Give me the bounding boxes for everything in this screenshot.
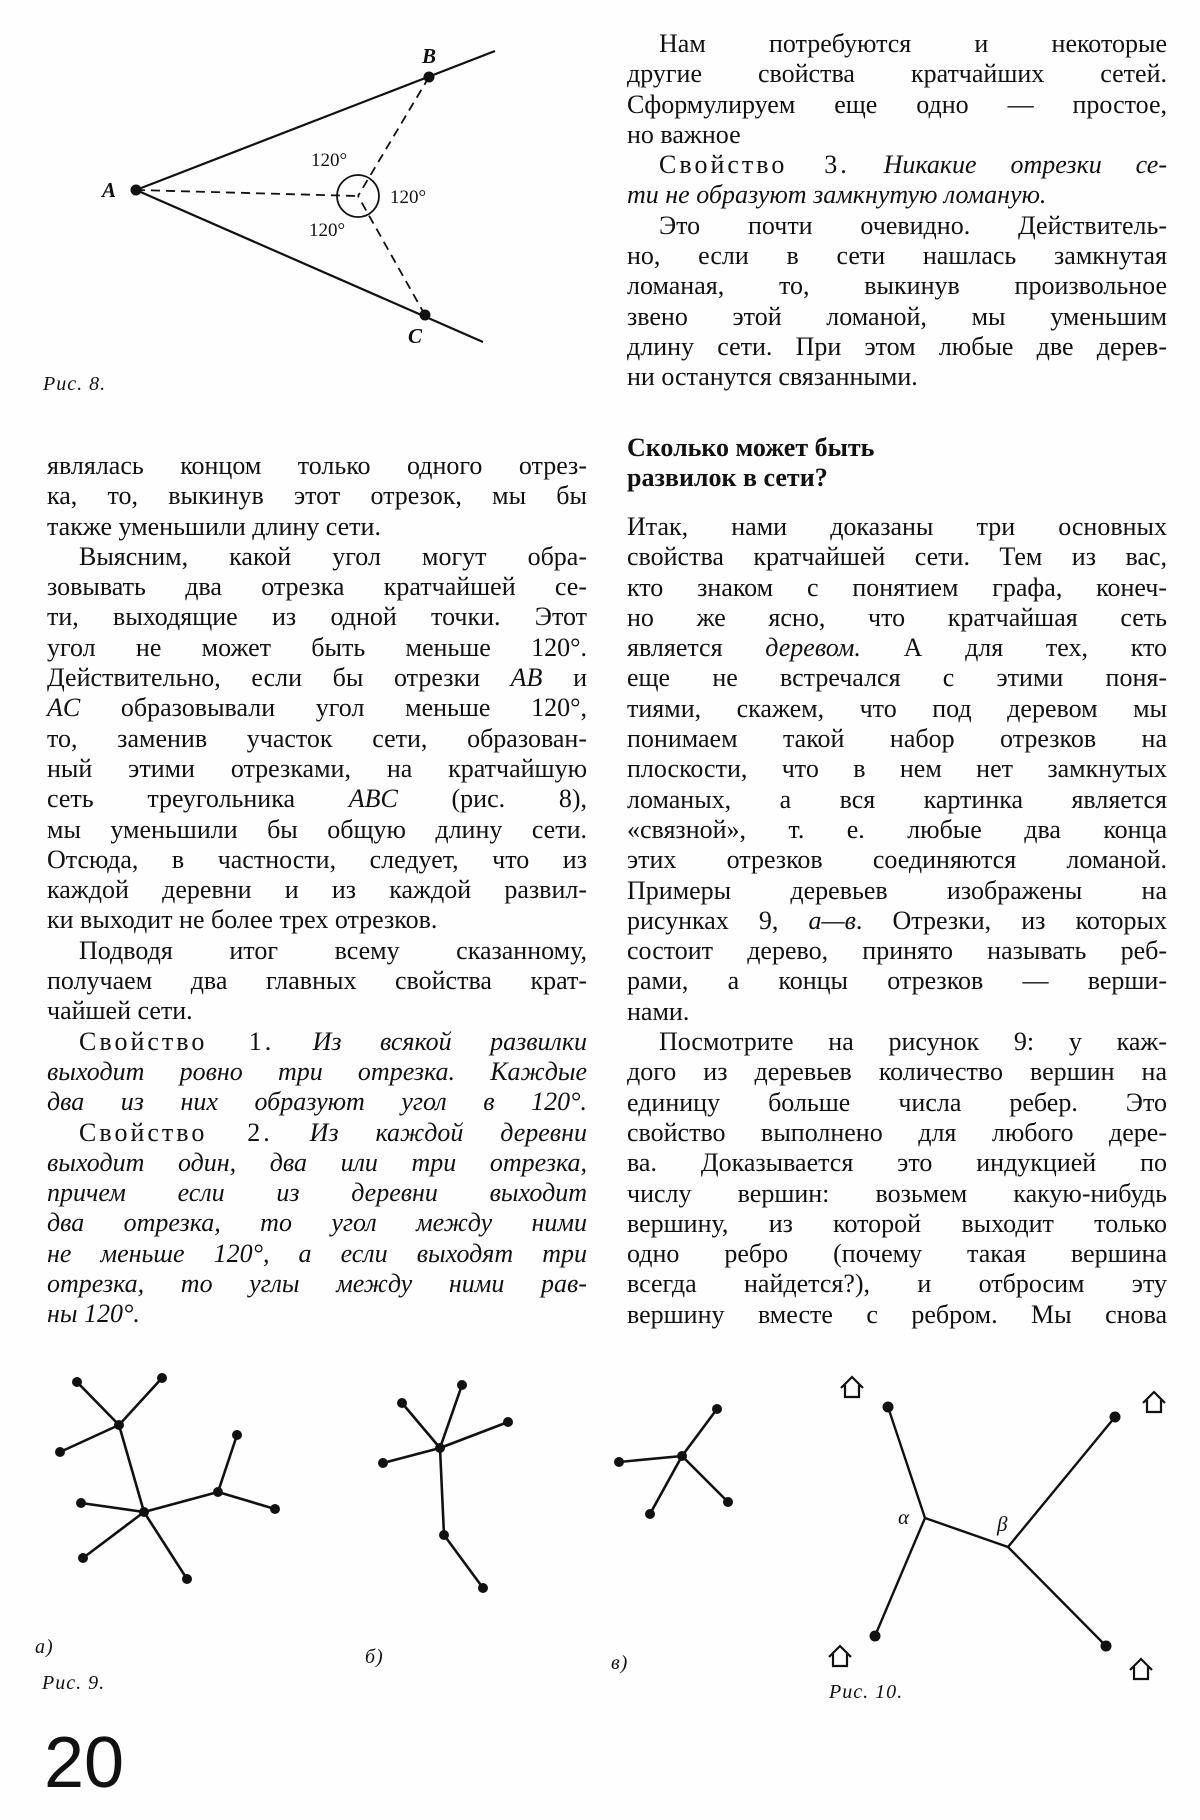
text-line bbox=[47, 996, 587, 1026]
text-line bbox=[627, 966, 1167, 996]
property-label: Свойство 2. bbox=[79, 1117, 273, 1147]
italic-run: причем если из деревни выходит bbox=[47, 1178, 587, 1208]
text-line bbox=[627, 1300, 1167, 1330]
text-line bbox=[47, 905, 587, 935]
text-line bbox=[627, 633, 1167, 663]
fig9-label-a: а) bbox=[35, 1636, 54, 1658]
fig9a-edge bbox=[218, 1435, 237, 1492]
fig9a-edge bbox=[119, 1378, 162, 1425]
text-line bbox=[47, 1118, 587, 1148]
italic-run: а—в bbox=[808, 905, 856, 935]
text-line bbox=[47, 1057, 587, 1087]
fig9b-vertex bbox=[397, 1398, 407, 1408]
fig10-caption: Рис. 10. bbox=[829, 1681, 904, 1703]
fig10-edge bbox=[875, 1518, 925, 1636]
text-line bbox=[627, 1148, 1167, 1178]
left-column-text bbox=[47, 451, 587, 1330]
italic-run: ABC bbox=[348, 784, 398, 814]
italic-run: Из всякой развилки bbox=[274, 1026, 587, 1056]
fig10-village-point bbox=[870, 1631, 881, 1642]
text-line bbox=[627, 1027, 1167, 1057]
text-line bbox=[47, 693, 587, 723]
fig8-label-b: B bbox=[422, 44, 437, 68]
text-line bbox=[47, 602, 587, 632]
fig8-dashed-as bbox=[136, 190, 358, 196]
house-icon bbox=[1130, 1659, 1152, 1679]
text-run: Это почти очевидно. Действитель- bbox=[659, 210, 1167, 240]
fig9a-edge bbox=[144, 1492, 218, 1512]
text-line bbox=[47, 754, 587, 784]
text-line bbox=[627, 815, 1167, 845]
fig8-caption: Рис. 8. bbox=[43, 373, 107, 395]
text-run: вершину вместе с ребром. Мы снова bbox=[627, 1299, 1167, 1329]
text-line bbox=[47, 572, 587, 602]
fig9a-edge bbox=[144, 1512, 187, 1579]
text-line bbox=[627, 1179, 1167, 1209]
fig8-point-a bbox=[131, 185, 142, 196]
property-label: Свойство 3. bbox=[659, 150, 850, 180]
text-line bbox=[627, 542, 1167, 572]
fig9b-vertex bbox=[439, 1530, 449, 1540]
fig10-edge bbox=[1008, 1417, 1115, 1547]
fig9a-vertex bbox=[76, 1498, 86, 1508]
text-line bbox=[47, 815, 587, 845]
text-run: но же ясно, что кратчайшая сеть bbox=[627, 602, 1167, 632]
text-run: состоит дерево, принято называть реб- bbox=[627, 936, 1167, 966]
italic-run: деревом. bbox=[765, 633, 861, 663]
text-line bbox=[47, 1239, 587, 1269]
fig9a-vertex bbox=[232, 1430, 242, 1440]
text-line bbox=[627, 845, 1167, 875]
text-line bbox=[627, 1269, 1167, 1299]
text-line bbox=[627, 1088, 1167, 1118]
fig10-village-point bbox=[1101, 1641, 1112, 1652]
text-line bbox=[627, 1118, 1167, 1148]
text-run: одно ребро (почему такая вершина bbox=[627, 1239, 1167, 1269]
text-run: зовывать два отрезка кратчайшей се- bbox=[47, 572, 587, 602]
text-line bbox=[47, 1299, 587, 1329]
heading-line: развилок в сети? bbox=[627, 463, 828, 493]
text-run: Подводя итог всему сказанному, bbox=[79, 935, 587, 965]
text-line bbox=[47, 724, 587, 754]
section-heading bbox=[627, 433, 1167, 494]
text-run: каждой деревни и из каждой развил- bbox=[47, 875, 587, 905]
fig9v-vertex bbox=[723, 1497, 733, 1507]
text-line bbox=[627, 876, 1167, 906]
text-line bbox=[627, 332, 1167, 362]
text-line bbox=[627, 663, 1167, 693]
text-run: Примеры деревьев изображены на bbox=[627, 875, 1167, 905]
text-line bbox=[47, 633, 587, 663]
fig10-village-point bbox=[1110, 1412, 1121, 1423]
fig8-angle-right: 120° bbox=[390, 187, 427, 208]
text-line bbox=[47, 1087, 587, 1117]
text-line bbox=[47, 451, 587, 481]
fig9a-edge bbox=[60, 1425, 119, 1452]
fig10-village-point bbox=[883, 1402, 894, 1413]
text-line bbox=[47, 936, 587, 966]
fig9a-vertex bbox=[72, 1377, 82, 1387]
italic-run: Никакие отрезки се- bbox=[849, 150, 1168, 180]
fig8-point-b bbox=[424, 72, 435, 83]
fig9b-vertex bbox=[435, 1443, 445, 1453]
fig9a-vertex bbox=[182, 1574, 192, 1584]
text-line bbox=[627, 1057, 1167, 1087]
text-run: . Отрезки, из которых bbox=[855, 905, 1167, 935]
fig9a-vertex bbox=[270, 1504, 280, 1514]
text-line bbox=[627, 754, 1167, 784]
text-line bbox=[627, 694, 1167, 724]
text-line bbox=[627, 120, 1167, 150]
fig9b-edge bbox=[440, 1385, 462, 1448]
text-run: нами. bbox=[627, 996, 690, 1026]
fig10-label-alpha: α bbox=[898, 1505, 910, 1529]
text-run: дого из деревьев количество вершин на bbox=[627, 1057, 1167, 1087]
text-run: свойства кратчайшей сети. Тем из вас, bbox=[627, 542, 1167, 572]
fig8-ray-ac bbox=[136, 190, 483, 342]
text-run: Сформулируем еще одно — простое, bbox=[627, 89, 1167, 119]
fig9b-vertex bbox=[503, 1417, 513, 1427]
text-run: и bbox=[542, 663, 587, 693]
text-line bbox=[47, 481, 587, 511]
text-run: всегда найдется?), и отбросим эту bbox=[627, 1269, 1167, 1299]
text-run: мы уменьшили бы общую длину сети. bbox=[47, 814, 587, 844]
italic-run: Из каждой деревни bbox=[272, 1117, 587, 1147]
text-run: ти, выходящие из одной точки. Этот bbox=[47, 602, 587, 632]
fig9v-edge bbox=[682, 1409, 717, 1456]
fig9b-vertex bbox=[378, 1458, 388, 1468]
text-run: еще не встречался с этими поня- bbox=[627, 663, 1167, 693]
text-line bbox=[627, 512, 1167, 542]
fig9a-edge bbox=[218, 1492, 275, 1509]
text-run: является bbox=[627, 633, 766, 663]
text-run: угол не может быть меньше 120°. bbox=[47, 632, 587, 662]
italic-run: AB bbox=[510, 663, 543, 693]
italic-run: выходит ровно три отрезка. Каждые bbox=[47, 1056, 587, 1086]
right-column-body-text bbox=[627, 512, 1167, 1330]
fig8-point-c bbox=[420, 310, 431, 321]
text-run: ва. Доказывается это индукцией по bbox=[627, 1148, 1167, 1178]
text-line bbox=[627, 1239, 1167, 1269]
fig9a-edge bbox=[81, 1503, 144, 1512]
text-run: тиями, скажем, что под деревом мы bbox=[627, 693, 1167, 723]
text-run: Отсюда, в частности, следует, что из bbox=[47, 844, 587, 874]
fig9b-edge bbox=[444, 1535, 483, 1588]
text-line bbox=[627, 302, 1167, 332]
italic-run: ны 120°. bbox=[47, 1299, 140, 1329]
text-line bbox=[47, 542, 587, 572]
italic-run: ти не образуют замкнутую ломаную. bbox=[627, 180, 1047, 210]
text-run: Действительно, если бы отрезки bbox=[47, 663, 511, 693]
text-run: другие свойства кратчайших сетей. bbox=[627, 59, 1167, 89]
heading-line: Сколько может быть bbox=[627, 433, 875, 462]
text-line bbox=[47, 966, 587, 996]
fig9b-edge bbox=[440, 1422, 508, 1448]
text-run: ломаная, то, выкинув произвольное bbox=[627, 271, 1167, 301]
fig9b-vertex bbox=[457, 1380, 467, 1390]
text-run: Выясним, какой угол могут обра- bbox=[79, 541, 587, 571]
text-run: являлась концом только одного отрез- bbox=[47, 451, 587, 480]
fig10-edge bbox=[1008, 1547, 1106, 1646]
fig9-label-v: в) bbox=[611, 1652, 629, 1674]
text-line bbox=[627, 1209, 1167, 1239]
text-line bbox=[627, 90, 1167, 120]
text-line bbox=[47, 1027, 587, 1057]
text-line bbox=[47, 663, 587, 693]
fig8-angle-bottom: 120° bbox=[309, 220, 346, 241]
text-run: Нам потребуются и некоторые bbox=[659, 29, 1167, 58]
text-line bbox=[47, 1148, 587, 1178]
text-line bbox=[47, 512, 587, 542]
italic-run: не меньше 120°, а если выходят три bbox=[47, 1238, 587, 1268]
text-line bbox=[627, 906, 1167, 936]
text-line bbox=[627, 29, 1167, 59]
text-run: чайшей сети. bbox=[47, 996, 193, 1026]
text-line bbox=[627, 603, 1167, 633]
text-run: «связной», т. е. любые два конца bbox=[627, 814, 1167, 844]
fig9a-vertex bbox=[157, 1373, 167, 1383]
text-line bbox=[627, 180, 1167, 210]
fig9b-edge bbox=[383, 1448, 440, 1463]
text-run: вершину, из которой выходит только bbox=[627, 1208, 1167, 1238]
italic-run: AC bbox=[47, 693, 81, 723]
text-run: ломаных, а вся картинка является bbox=[627, 784, 1167, 814]
text-run: ки выходит не более трех отрезков. bbox=[47, 905, 438, 935]
fig9a-vertex bbox=[55, 1447, 65, 1457]
text-line bbox=[627, 271, 1167, 301]
text-line bbox=[627, 997, 1167, 1027]
fig8-label-c: C bbox=[408, 324, 423, 348]
fig10-edge bbox=[925, 1518, 1008, 1547]
text-run: понимаем такой набор отрезков на bbox=[627, 724, 1167, 754]
fig9-caption: Рис. 9. bbox=[42, 1672, 106, 1694]
fig9-label-b: б) bbox=[365, 1646, 384, 1668]
fig9v-edge bbox=[682, 1456, 728, 1502]
fig9v-vertex bbox=[614, 1457, 624, 1467]
fig10-edge bbox=[888, 1407, 925, 1518]
fig9b-edge bbox=[402, 1403, 440, 1448]
text-run: то, заменив участок сети, образован- bbox=[47, 723, 587, 753]
fig9a-vertex bbox=[78, 1553, 88, 1563]
text-run: также уменьшили длину сети. bbox=[47, 511, 381, 541]
fig9a-edge bbox=[77, 1382, 119, 1425]
fig9v-vertex bbox=[677, 1451, 687, 1461]
text-line bbox=[47, 1269, 587, 1299]
text-line bbox=[627, 362, 1167, 392]
page-number: 20 bbox=[44, 1723, 125, 1803]
fig9a-vertex bbox=[139, 1507, 149, 1517]
fig8-label-a: A bbox=[102, 178, 117, 202]
text-run: но, если в сети нашлась замкнутая bbox=[627, 241, 1167, 271]
right-column-top-text bbox=[627, 29, 1167, 393]
text-run: получаем два главных свойства крат- bbox=[47, 966, 587, 996]
text-line bbox=[627, 724, 1167, 754]
text-run: длину сети. При этом любые две дерев- bbox=[627, 331, 1167, 361]
text-run: плоскости, что в нем нет замкнутых bbox=[627, 754, 1167, 784]
fig9v-vertex bbox=[712, 1404, 722, 1414]
fig9a-edge bbox=[83, 1512, 144, 1558]
text-run: А для тех, кто bbox=[860, 633, 1168, 663]
fig9b-edge bbox=[440, 1448, 444, 1535]
text-line bbox=[627, 936, 1167, 966]
text-run: единицу больше числа ребер. Это bbox=[627, 1087, 1167, 1117]
house-icon bbox=[841, 1377, 863, 1397]
fig9a-vertex bbox=[114, 1420, 124, 1430]
fig9v-edge bbox=[619, 1456, 682, 1462]
italic-run: выходит один, два или три отрезка, bbox=[47, 1147, 587, 1177]
text-run: этих отрезков соединяются ломаной. bbox=[627, 845, 1167, 875]
italic-run: два из них образуют угол в 120°. bbox=[47, 1087, 587, 1117]
text-line bbox=[627, 573, 1167, 603]
text-line bbox=[627, 241, 1167, 271]
text-line bbox=[627, 150, 1167, 180]
text-run: (рис. 8), bbox=[397, 784, 587, 814]
text-line bbox=[627, 59, 1167, 89]
text-run: образовывали угол меньше 120°, bbox=[80, 693, 587, 723]
text-run: рами, а концы отрезков — верши- bbox=[627, 966, 1167, 996]
text-run: ный этими отрезками, на кратчайшую bbox=[47, 753, 587, 783]
fig9a-edge bbox=[119, 1425, 144, 1512]
fig9a-vertex bbox=[213, 1487, 223, 1497]
text-run: ни останутся связанными. bbox=[627, 362, 918, 392]
fig9v-edge bbox=[650, 1456, 682, 1514]
text-line bbox=[627, 211, 1167, 241]
fig8-angle-top: 120° bbox=[311, 150, 348, 171]
text-line bbox=[47, 875, 587, 905]
text-run: рисунках 9, bbox=[627, 905, 809, 935]
italic-run: отрезка, то углы между ними рав- bbox=[47, 1269, 587, 1299]
house-icon bbox=[829, 1646, 851, 1666]
text-line bbox=[47, 784, 587, 814]
house-icon bbox=[1143, 1392, 1165, 1412]
text-run: свойство выполнено для любого дере- bbox=[627, 1117, 1167, 1147]
italic-run: два отрезка, то угол между ними bbox=[47, 1208, 587, 1238]
text-line bbox=[47, 1178, 587, 1208]
text-run: Итак, нами доказаны три основных bbox=[627, 512, 1167, 541]
text-run: ка, то, выкинув этот отрезок, мы бы bbox=[47, 481, 587, 511]
text-run: Посмотрите на рисунок 9: у каж- bbox=[659, 1027, 1167, 1057]
text-run: звено этой ломаной, мы уменьшим bbox=[627, 301, 1167, 331]
text-run: кто знаком с понятием графа, конеч- bbox=[627, 572, 1167, 602]
text-run: числу вершин: возьмем какую-нибудь bbox=[627, 1178, 1167, 1208]
fig9v-vertex bbox=[645, 1509, 655, 1519]
text-line bbox=[47, 1208, 587, 1238]
text-line bbox=[627, 785, 1167, 815]
text-run: сеть треугольника bbox=[47, 784, 349, 814]
fig10-label-beta: β bbox=[997, 1512, 1008, 1536]
text-run: но важное bbox=[627, 119, 741, 149]
text-line bbox=[47, 845, 587, 875]
property-label: Свойство 1. bbox=[79, 1026, 275, 1056]
fig9b-vertex bbox=[478, 1583, 488, 1593]
